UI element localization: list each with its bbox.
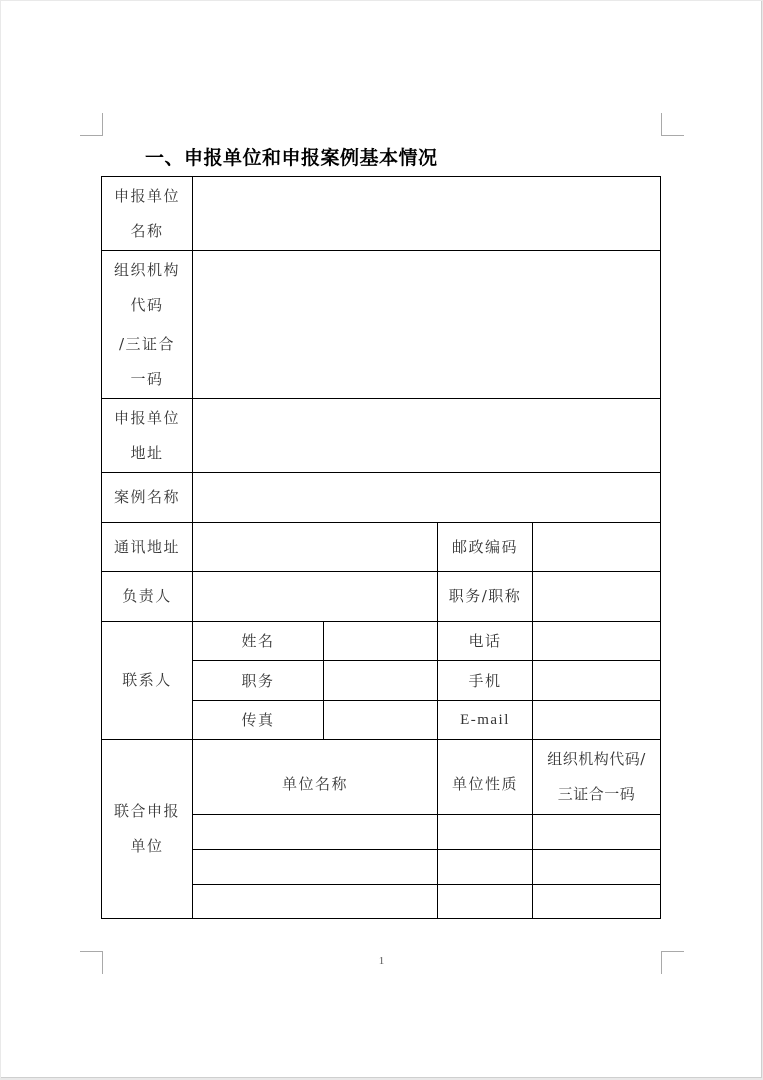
joint-unit-name-field[interactable] <box>193 885 438 919</box>
postcode-label: 邮政编码 <box>438 523 533 572</box>
unit-address-field[interactable] <box>193 399 661 473</box>
case-name-field[interactable] <box>193 473 661 523</box>
leader-label: 负责人 <box>102 572 193 622</box>
unit-name-label <box>102 177 193 251</box>
crop-mark-top-left <box>80 113 103 136</box>
org-code-label <box>102 251 193 399</box>
joint-col-unit-name: 单位名称 <box>193 740 438 815</box>
crop-mark-top-right <box>661 113 684 136</box>
label-line: 代码 <box>130 295 164 314</box>
leader-position-field[interactable] <box>533 572 661 622</box>
contact-fax-label: 传真 <box>193 701 324 740</box>
joint-org-code-field[interactable] <box>533 850 661 885</box>
application-form-table <box>101 176 661 919</box>
contact-phone-label: 电话 <box>438 622 533 661</box>
joint-col-org-code <box>533 740 661 815</box>
row-contact-1 <box>102 622 661 661</box>
joint-unit-label <box>102 740 193 919</box>
joint-col-unit-nature: 单位性质 <box>438 740 533 815</box>
label-line: 单位 <box>130 837 164 855</box>
joint-unit-nature-field[interactable] <box>438 815 533 850</box>
row-unit-name <box>102 177 661 251</box>
row-unit-address <box>102 399 661 473</box>
label-line: 联合申报 <box>113 802 180 820</box>
case-name-label: 案例名称 <box>102 473 193 523</box>
contact-mobile-label: 手机 <box>438 661 533 701</box>
row-mail-address <box>102 523 661 572</box>
label-line: 名称 <box>130 221 164 240</box>
contact-position-field[interactable] <box>324 661 438 701</box>
mail-address-field[interactable] <box>193 523 438 572</box>
leader-position-label: 职务/职称 <box>438 572 533 622</box>
label-line: 申报单位 <box>113 408 180 427</box>
contact-label: 联系人 <box>102 622 193 740</box>
contact-phone-field[interactable] <box>533 622 661 661</box>
label-line: 三证合一码 <box>557 785 636 803</box>
contact-position-label: 职务 <box>193 661 324 701</box>
postcode-field[interactable] <box>533 523 661 572</box>
label-line: 地址 <box>130 443 164 462</box>
contact-mobile-field[interactable] <box>533 661 661 701</box>
contact-email-label: E-mail <box>438 701 533 740</box>
mail-address-label: 通讯地址 <box>102 523 193 572</box>
joint-unit-nature-field[interactable] <box>438 850 533 885</box>
contact-name-field[interactable] <box>324 622 438 661</box>
joint-org-code-field[interactable] <box>533 885 661 919</box>
label-line: 申报单位 <box>113 186 180 205</box>
org-code-field[interactable] <box>193 251 661 399</box>
row-case-name <box>102 473 661 523</box>
joint-unit-name-field[interactable] <box>193 815 438 850</box>
row-org-code <box>102 251 661 399</box>
unit-name-field[interactable] <box>193 177 661 251</box>
row-leader <box>102 572 661 622</box>
label-line: 组织机构代码/ <box>547 750 646 768</box>
joint-unit-name-field[interactable] <box>193 850 438 885</box>
joint-unit-nature-field[interactable] <box>438 885 533 919</box>
joint-org-code-field[interactable] <box>533 815 661 850</box>
label-line: /三证合 <box>118 334 176 353</box>
contact-email-field[interactable] <box>533 701 661 740</box>
contact-fax-field[interactable] <box>324 701 438 740</box>
leader-field[interactable] <box>193 572 438 622</box>
section-title: 一、申报单位和申报案例基本情况 <box>145 147 438 169</box>
label-line: 组织机构 <box>113 260 180 279</box>
unit-address-label <box>102 399 193 473</box>
contact-name-label: 姓名 <box>193 622 324 661</box>
label-line: 一码 <box>130 369 164 388</box>
row-joint-header <box>102 740 661 815</box>
page-number: 1 <box>378 955 385 967</box>
